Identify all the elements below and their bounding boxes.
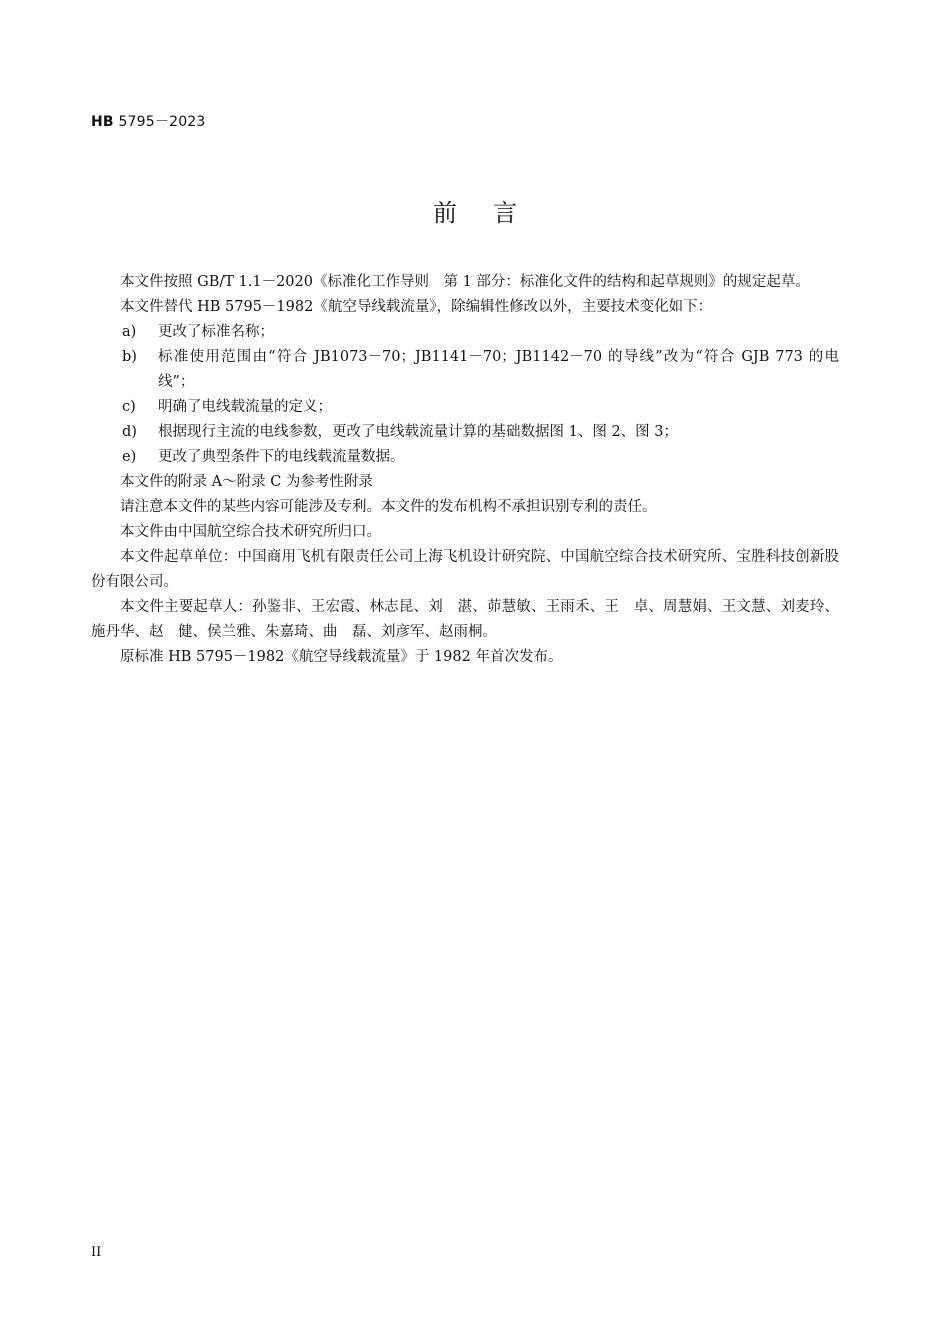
change-list-item xyxy=(91,345,839,395)
closing-paragraph: 原标准 HB 5795－1982《航空导线载流量》于 1982 年首次发布。 xyxy=(120,649,563,665)
closing-paragraph: 本文件主要起草人：孙鉴非、王宏霞、林志昆、刘 湛、茆慧敏、王雨禾、王 卓、周慧娟、王文慧、刘麦玲、施丹华、赵 健、侯兰雅、朱嘉琦、曲 磊、刘彦军、赵雨桐。 xyxy=(91,599,839,640)
change-list-item xyxy=(91,320,839,345)
document-code-number: 5795－2023 xyxy=(118,114,206,130)
document-code-prefix: HB xyxy=(91,114,114,130)
closing-paragraph: 本文件起草单位：中国商用飞机有限责任公司上海飞机设计研究院、中国航空综合技术研究所、宝胜科技创新股份有限公司。 xyxy=(91,549,839,590)
change-list-item xyxy=(91,395,839,420)
list-item-text: 根据现行主流的电线参数，更改了电线载流量计算的基础数据图 1、图 2、图 3； xyxy=(158,424,679,440)
list-item-text: 明确了电线载流量的定义； xyxy=(158,399,332,415)
list-marker: a) xyxy=(122,324,137,340)
intro-paragraph: 本文件替代 HB 5795－1982《航空导线载流量》，除编辑性修改以外，主要技术变化如下： xyxy=(120,299,713,315)
list-item-text: 更改了标准名称； xyxy=(158,324,274,340)
change-list-item xyxy=(91,420,839,445)
closing-paragraph: 本文件由中国航空综合技术研究所归口。 xyxy=(120,524,381,540)
page-title: 前言 xyxy=(433,199,553,227)
list-marker: e) xyxy=(122,449,137,465)
list-marker: b) xyxy=(122,349,137,365)
list-marker: d) xyxy=(122,424,137,440)
document-code xyxy=(91,111,206,131)
change-list-item xyxy=(91,445,839,470)
foreword-body xyxy=(91,270,839,670)
page-number: II xyxy=(91,1245,102,1260)
closing-paragraph: 本文件的附录 A～附录 C 为参考性附录 xyxy=(120,474,373,490)
intro-paragraph: 本文件按照 GB/T 1.1－2020《标准化工作导则 第 1 部分：标准化文件的结构和起草规则》的规定起草。 xyxy=(120,274,810,290)
closing-paragraph: 请注意本文件的某些内容可能涉及专利。本文件的发布机构不承担识别专利的责任。 xyxy=(120,499,657,515)
list-item-text: 更改了典型条件下的电线载流量数据。 xyxy=(158,449,405,465)
list-marker: c) xyxy=(122,399,136,415)
list-item-text: 标准使用范围由“符合 JB1073－70；JB1141－70；JB1142－70 的导线”改为“符合 GJB 773 的电线”； xyxy=(158,349,839,390)
